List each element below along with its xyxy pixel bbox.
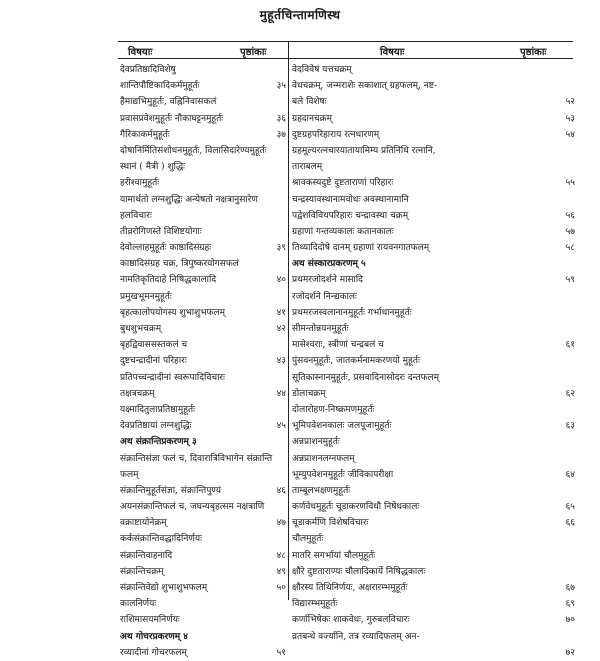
left-page-header: पृष्ठांकाः — [240, 47, 267, 58]
entry-text: तिथ्यादिदोषे दानम् ग्रहाणां रायवनगातफलम् — [292, 243, 430, 254]
entry-page-number — [246, 208, 286, 224]
right-index-column — [292, 62, 575, 658]
index-entry — [292, 127, 575, 143]
entry-text: प्रवासप्रवेशमुहूर्तः नौकाघट्टनमुहूर्तः — [120, 113, 224, 124]
entry-page-number: ५० — [276, 583, 286, 593]
entry-text: तक्षत्रचक्रम् — [120, 388, 155, 399]
entry-page-number: ४६ — [276, 485, 286, 496]
entry-text: ग्रहमूल्यरत्नचारयातायामिम्य प्रतिनिधि रत्नानि, — [292, 145, 436, 156]
index-entry — [292, 629, 575, 645]
entry-page-number — [246, 629, 286, 645]
entry-page-number — [246, 499, 286, 515]
entry-page-number — [246, 434, 286, 450]
entry-page-number: ४० — [276, 275, 286, 286]
entry-text: क्षौरस्य तिथिनिर्णयः, अक्षरारम्भमुहूर्तः — [292, 583, 408, 593]
index-entry — [292, 499, 575, 515]
entry-text: ताम्बूलभक्षणमुहूर्तः — [292, 485, 351, 496]
index-entry — [292, 321, 575, 337]
index-entry — [292, 224, 575, 240]
entry-text: अन्नप्राशनमुहूर्तः — [292, 437, 340, 448]
entry-page-number: ६७ — [565, 583, 575, 593]
index-entry — [292, 451, 575, 467]
entry-text: दोलारोहण-निष्क्रमणमुहूर्तः — [292, 404, 375, 415]
entry-text: हलविचारः — [120, 210, 152, 221]
entry-page-number: ४३ — [276, 356, 286, 367]
entry-text: बुधशुभचक्रम् — [120, 324, 162, 334]
index-entry — [292, 645, 575, 661]
left-subject-header: विषयाः — [128, 47, 153, 58]
entry-page-number: ६६ — [565, 518, 575, 529]
entry-page-number: ५७ — [565, 226, 575, 237]
entry-page-number: ५८ — [565, 243, 575, 254]
entry-text: रव्यादीनां गोचरफलम् — [120, 647, 187, 658]
entry-page-number: ४९ — [276, 566, 286, 577]
entry-page-number — [246, 192, 286, 208]
entry-page-number: ६१ — [565, 340, 575, 351]
index-entry — [292, 192, 575, 208]
entry-text: देवोल्लाहमुहूर्तः काष्ठादिसंग्रहः — [120, 243, 212, 254]
entry-page-number: ६९ — [565, 599, 575, 610]
entry-page-number: ५१ — [276, 647, 286, 658]
entry-text: विद्यारम्भमुहूर्तः — [292, 599, 338, 610]
entry-page-number — [246, 159, 286, 175]
entry-text: यक्ष्मादितुलाप्रतिष्ठामुहूर्तः — [120, 404, 195, 415]
entry-text: हरीश्वामुहूर्तः — [120, 178, 160, 189]
index-entry — [292, 531, 575, 547]
entry-page-number — [246, 467, 286, 483]
entry-text: प्रथमरजस्वलानानमुहूर्तः गर्भाधानमुहूर्तः — [292, 307, 412, 318]
entry-text: वेदविवेषं यत्तचक्रम् — [292, 65, 352, 75]
entry-page-number: ५९ — [565, 275, 575, 286]
section-heading — [292, 256, 575, 272]
entry-text: कर्कसंक्रान्तिवद्धादिनिर्णयः — [120, 534, 202, 545]
index-entry — [292, 418, 575, 434]
entry-page-number: ५६ — [565, 210, 575, 221]
entry-page-number: ६४ — [565, 469, 575, 480]
entry-text: प्रतिपच्चन्द्रादीनां स्वरूपादिविचारः — [120, 372, 225, 383]
entry-text: काष्ठादिसंग्रह चक्र, त्रिपुष्करयोगसफलं — [120, 259, 239, 270]
index-entry — [292, 515, 575, 531]
entry-page-number — [246, 224, 286, 240]
entry-page-number — [246, 370, 286, 386]
top-rule — [118, 41, 573, 42]
entry-page-number: ७२ — [565, 647, 575, 658]
entry-text: शान्तिपौष्टिकादिकर्ममुहूर्तः — [120, 81, 200, 92]
index-entry — [292, 434, 575, 450]
index-entry — [292, 370, 575, 386]
entry-text: राशिमासयमनिर्णयः — [120, 615, 180, 626]
entry-text: फलम् — [120, 469, 139, 480]
entry-text: हैमाद्यभिमुहूर्तः, वह्निनिवासकलं — [120, 97, 217, 108]
index-entry — [292, 62, 575, 78]
index-entry — [292, 548, 575, 564]
header-rule — [118, 58, 573, 59]
entry-text: भूमिपवेशनकालः जलपूजामुहूर्तः — [292, 421, 392, 432]
entry-text: देवप्रतिष्ठायां लग्नशुद्धिः — [120, 421, 192, 432]
entry-page-number — [246, 289, 286, 305]
entry-page-number: ३७ — [276, 129, 286, 140]
entry-page-number — [246, 402, 286, 418]
index-entry — [292, 94, 575, 110]
index-entry — [292, 175, 575, 191]
entry-text: संक्रान्तिवाहनादि — [120, 550, 173, 561]
entry-text: वेधचक्रम्, जन्मराशेः सकाशात् ग्रहफलम्, नष्ट- — [292, 81, 438, 92]
entry-page-number: ४४ — [276, 388, 286, 399]
entry-text: कालनिर्णयः — [120, 599, 157, 610]
index-entry — [292, 386, 575, 402]
index-entry — [292, 402, 575, 418]
index-entry — [292, 289, 575, 305]
entry-page-number: ५४ — [565, 129, 575, 140]
entry-text: प्रमुखभूमनमुहूर्तः — [120, 291, 172, 302]
entry-text: डोलाचक्रम् — [292, 388, 326, 399]
entry-page-number: ४२ — [276, 324, 286, 334]
entry-text: चूडाकर्मणि विशेषविचारः — [292, 518, 369, 529]
entry-page-number: ६३ — [565, 421, 575, 432]
entry-text: भूम्युपवेशनमुहूर्तः जीविकापरीक्षा — [292, 469, 394, 480]
entry-page-number: ५५ — [565, 178, 575, 189]
entry-page-number — [246, 612, 286, 628]
index-entry — [292, 612, 575, 628]
entry-page-number: ७० — [565, 615, 575, 626]
entry-text: मातरि सगर्भायां चौलमुहूर्तः — [292, 550, 376, 561]
entry-text: अथ संक्रान्तिप्रकरणम् ३ — [120, 437, 197, 448]
entry-page-number — [246, 94, 286, 110]
entry-page-number — [246, 143, 286, 159]
entry-text: गैरिकाकर्ममुहूर्तः — [120, 129, 170, 140]
entry-text: स्थानं ( मैत्री ) शुद्धिः — [120, 162, 186, 173]
index-entry — [292, 143, 575, 159]
index-entry — [292, 272, 575, 288]
entry-text: मासेश्वराः, स्त्रीणां चन्द्रबलं च — [292, 340, 384, 351]
right-page-header: पृष्ठांकाः — [520, 47, 547, 58]
entry-page-number — [246, 596, 286, 612]
entry-page-number: ५२ — [565, 97, 575, 108]
entry-text: यामार्थतो लग्नशुद्धिः अन्येषतो नक्षत्रानुसारेण — [120, 194, 258, 205]
entry-page-number — [246, 531, 286, 547]
entry-text: व्रतबन्धे वर्ज्यानि, तत्र रव्यादिफलम् अन- — [292, 631, 420, 642]
index-entry — [292, 78, 575, 94]
entry-text: कर्णवेधमुहूर्तः चूडाकरणविधौ निषेधकालः — [292, 502, 420, 513]
entry-page-number — [246, 175, 286, 191]
entry-text: देवप्रतिष्ठादिविशेषु — [120, 65, 176, 75]
entry-page-number: ६२ — [565, 388, 575, 399]
entry-page-number: ४५ — [276, 421, 286, 432]
entry-text: बले विशेषः — [292, 97, 327, 108]
entry-text: दोषानिर्मितिसंशोधनमुहूर्तः, विलासिदारेण्यमुहूर्तः — [120, 145, 267, 156]
entry-text: श्रावकस्यदुष्टे दुष्टताराणां परिहारः — [292, 178, 394, 189]
entry-page-number: ३९ — [276, 243, 286, 254]
entry-text: संक्रान्तिसंज्ञा फलं च, दिवारात्रिविभागेन संक्रान्ति — [120, 453, 273, 464]
entry-page-number: ४१ — [276, 307, 286, 318]
entry-text: बृहद्विवाससस्तकलं च — [120, 340, 188, 351]
entry-page-number: ३५ — [276, 81, 286, 92]
entry-text: चौलमुहूर्तः — [292, 534, 324, 545]
entry-page-number: ३६ — [276, 113, 286, 124]
entry-text: अन्नप्राशनलग्नफलम् — [292, 453, 355, 464]
entry-text: ग्रहदानचक्रम् — [292, 113, 332, 124]
entry-text: दुष्टचन्द्रादीनां परिहारः — [120, 356, 187, 367]
entry-text: संक्रान्तिवेद्यो शुभाशुभफलम् — [120, 583, 208, 593]
entry-text: नामतिकृतिदाहे निषिद्धकालादि — [120, 275, 217, 286]
entry-text: तीव्ररोगिणस्ते विशिष्टयोगाः — [120, 226, 202, 237]
index-entry — [292, 596, 575, 612]
entry-text: वक्राष्टायोनेक्रम् — [120, 518, 167, 529]
entry-text: अथ संस्कारप्रकरणम् ५ — [292, 259, 366, 270]
index-entry — [292, 111, 575, 127]
entry-text: बृहत्कालोपयोगस्य शुभाशुभफलम् — [120, 307, 225, 318]
index-entry — [292, 337, 575, 353]
index-entry — [292, 305, 575, 321]
entry-text: संक्रान्तिमुहूर्तसंज्ञा, संक्रान्तिपुण्यं — [120, 485, 221, 496]
entry-page-number: ४८ — [276, 550, 286, 561]
entry-text: ताराबलम् — [292, 162, 323, 173]
index-entry — [292, 580, 575, 596]
entry-page-number: ६५ — [565, 502, 575, 513]
entry-page-number: ५३ — [565, 113, 575, 124]
entry-text: सीमन्तोन्नयनमुहूर्तः — [292, 324, 349, 334]
entry-page-number — [246, 451, 286, 467]
entry-page-number: ४७ — [276, 518, 286, 529]
entry-text: प्रथमरजोदर्शने मासादि — [292, 275, 363, 286]
index-entry — [292, 240, 575, 256]
index-entry — [292, 159, 575, 175]
entry-text: पुंसवनमुहूर्तः, जातकर्मनामकरणयो मुहूर्तः — [292, 356, 420, 367]
entry-page-number — [246, 62, 286, 78]
entry-text: अथ गोचरप्रकरणम् ४ — [120, 631, 188, 642]
left-page-numbers — [246, 62, 286, 661]
entry-text: कर्णाभिषेकः शाकवेधः, गुरुबलविचारः — [292, 615, 410, 626]
entry-text: अयनसंक्रान्तिफलं च, जघन्यबृहत्सम नक्षत्राणि — [120, 502, 265, 513]
entry-text: पद्वेशविविधपरिहारः चन्द्रावस्था चक्रम् — [292, 210, 409, 221]
entry-text: रजोदर्शने निन्द्यकालः — [292, 291, 357, 302]
entry-text: ग्रहाणां गन्तव्यकालः कतानकालः — [292, 226, 394, 237]
right-subject-header: विषयाः — [380, 47, 405, 58]
entry-text: चन्द्रस्यावस्थानामवोधः अवस्थानामानि — [292, 194, 409, 205]
entry-text: क्षौरे दुष्टताराण्यः चौलादिकार्ये निषिद्धकालः — [292, 566, 426, 577]
index-entry — [292, 208, 575, 224]
entry-text: सूतिकास्नानमुहूर्तः, प्रसवादिनासोदरः दन्तफलम् — [292, 372, 440, 383]
page-title: मुहूर्तचिन्तामणिस्थ — [259, 8, 341, 22]
index-entry — [292, 483, 575, 499]
index-entry — [292, 467, 575, 483]
entry-page-number — [246, 337, 286, 353]
entry-page-number — [246, 256, 286, 272]
entry-text: संक्रान्तिचक्रम् — [120, 566, 164, 577]
entry-text: दुष्टग्रहपरिहाराय रत्नधारणम् — [292, 129, 380, 140]
index-entry — [292, 564, 575, 580]
index-entry — [292, 353, 575, 369]
